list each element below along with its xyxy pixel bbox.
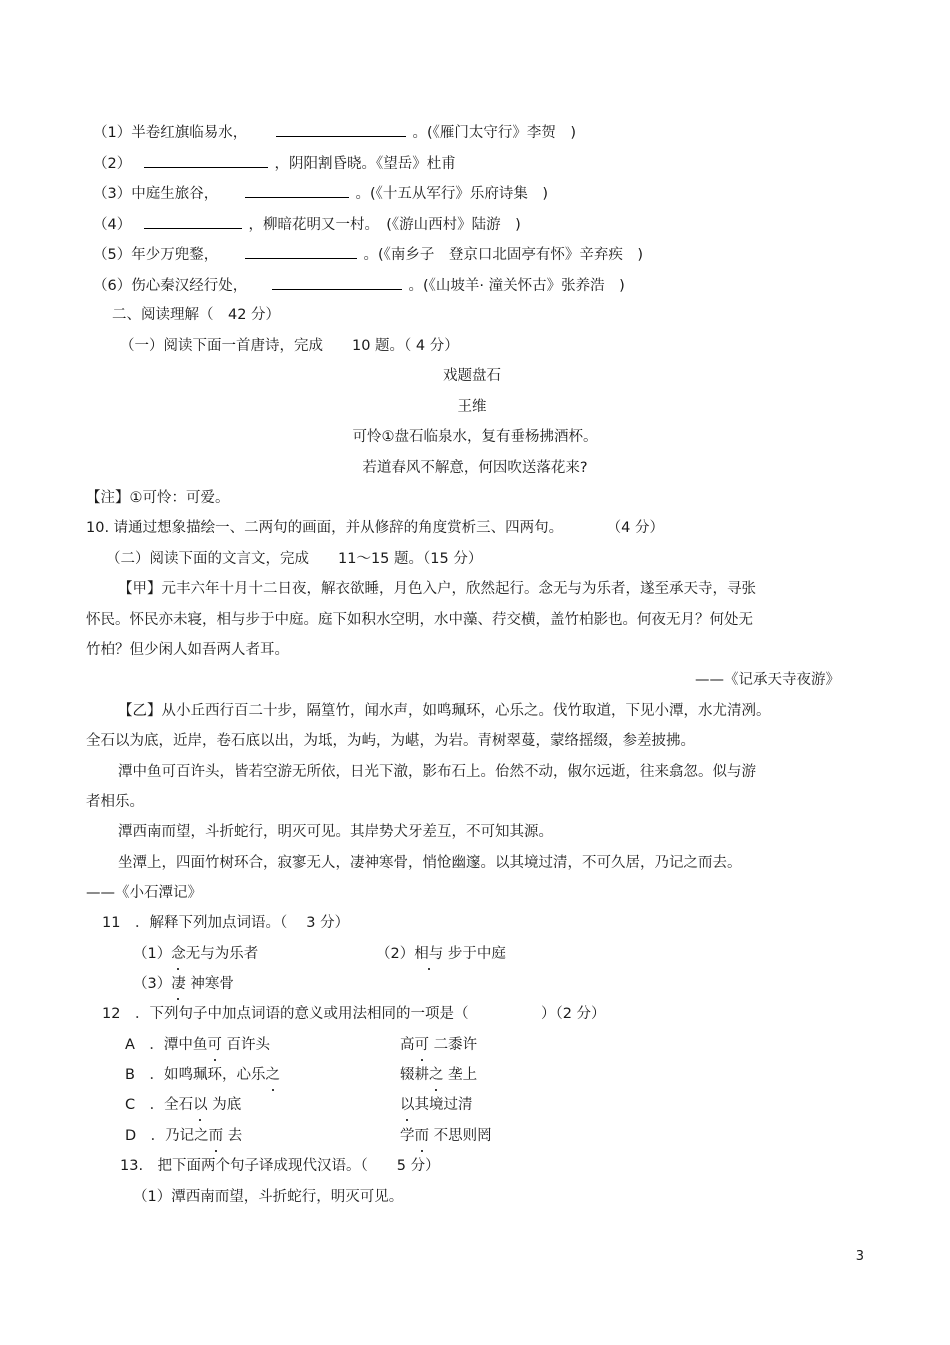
dotted-word: 而 bbox=[414, 1128, 429, 1144]
fill-source: 。(《雁门太守行》李贺 ) bbox=[412, 125, 577, 141]
item-number: （3） bbox=[133, 976, 172, 992]
item-text: 神寒骨 bbox=[185, 976, 234, 992]
question-13: 13. 把下面两个句子译成现代汉语。（ 5 分） bbox=[120, 1158, 440, 1174]
page-number: 3 bbox=[855, 1249, 864, 1264]
q12-option-a-left[interactable] bbox=[125, 1035, 270, 1055]
answer-blank[interactable] bbox=[245, 244, 357, 259]
option-text: 不思则罔 bbox=[429, 1128, 492, 1144]
fill-text: （4） bbox=[93, 217, 132, 233]
dotted-word: 之 bbox=[265, 1067, 280, 1083]
q12-option-a-right bbox=[400, 1035, 477, 1055]
fill-item-6 bbox=[93, 275, 625, 296]
question-11: 11 ．解释下列加点词语。（ 3 分） bbox=[102, 915, 350, 931]
item-text: 步于中庭 bbox=[443, 946, 506, 962]
answer-blank[interactable] bbox=[245, 183, 349, 198]
passage-source: ——《小石潭记》 bbox=[86, 885, 202, 901]
q12-option-b-left[interactable] bbox=[125, 1065, 280, 1085]
question-12: 12 ．下列句子中加点词语的意义或用法相同的一项是（ ）（2 分） bbox=[102, 1006, 606, 1022]
fill-item-3 bbox=[93, 183, 548, 204]
dotted-word: 以 bbox=[193, 1097, 208, 1113]
q11-item-1 bbox=[133, 944, 258, 964]
option-text: D ．乃记之 bbox=[125, 1128, 209, 1144]
option-text: 学 bbox=[400, 1128, 415, 1144]
fill-source: 。(《南乡子 登京口北固亭有怀》辛弃疾 ) bbox=[363, 247, 644, 263]
section-heading: 二、阅读理解（ 42 分） bbox=[112, 307, 281, 323]
item-text: 无与为乐者 bbox=[185, 946, 259, 962]
poem-line: 可怜①盘石临泉水，复有垂杨拂酒杯。 bbox=[352, 429, 598, 445]
fill-source: ，阴阳割昏晓。《望岳》杜甫 bbox=[274, 156, 456, 172]
fill-source: 。(《山坡羊· 潼关怀古》张养浩 ) bbox=[408, 278, 625, 294]
option-text: B ．如鸣珮环，心乐 bbox=[125, 1067, 266, 1083]
item-number: （2） bbox=[376, 946, 415, 962]
q12-option-c-left[interactable] bbox=[125, 1095, 241, 1115]
fill-source: 。(《十五从军行》乐府诗集 ) bbox=[355, 186, 549, 202]
option-text: 高 bbox=[400, 1037, 415, 1053]
option-text: 垄上 bbox=[443, 1067, 478, 1083]
poem-line: 若道春风不解意，何因吹送落花来? bbox=[362, 460, 588, 476]
passage-line: 【甲】元丰六年十月十二日夜，解衣欲睡，月色入户，欣然起行。念无与为乐者，遂至承天寺，寻张 bbox=[118, 581, 756, 597]
q12-option-c-right bbox=[400, 1095, 473, 1115]
poem-note: 【注】①可怜：可爱。 bbox=[86, 490, 230, 506]
q11-item-2 bbox=[376, 944, 506, 964]
answer-blank[interactable] bbox=[276, 122, 406, 137]
q12-option-d-right bbox=[400, 1126, 492, 1146]
passage-line: 怀民。怀民亦未寝，相与步于中庭。庭下如积水空明，水中藻、荇交横，盖竹柏影也。何夜无月？何处无 bbox=[86, 612, 753, 628]
dotted-word: 而 bbox=[208, 1128, 224, 1144]
fill-item-2 bbox=[93, 153, 456, 174]
option-text: A ．潭中鱼 bbox=[125, 1037, 208, 1053]
answer-blank[interactable] bbox=[144, 153, 268, 168]
poem-instruction: （一）阅读下面一首唐诗，完成 10 题。（ 4 分） bbox=[120, 338, 459, 354]
fill-item-4 bbox=[93, 214, 521, 235]
fill-source: ，柳暗花明又一村。 (《游山西村》陆游 ) bbox=[248, 217, 521, 233]
option-text: 二黍许 bbox=[429, 1037, 478, 1053]
option-text: 去 bbox=[223, 1128, 243, 1144]
dotted-word: 可 bbox=[414, 1037, 429, 1053]
option-text: 为底 bbox=[207, 1097, 242, 1113]
dotted-word: 念 bbox=[171, 946, 186, 962]
passage-line: 竹柏？但少闲人如吾两人者耳。 bbox=[86, 642, 289, 658]
answer-blank[interactable] bbox=[272, 275, 402, 290]
fill-text: （5）年少万兜鍪， bbox=[93, 247, 219, 263]
item-number: （1） bbox=[133, 946, 172, 962]
option-text: 百许头 bbox=[221, 1037, 271, 1053]
passage-line: 全石以为底，近岸，卷石底以出，为坻，为屿，为嵁，为岩。青树翠蔓，蒙络摇缀，参差披拂。 bbox=[86, 733, 695, 749]
passage-line: 者相乐。 bbox=[86, 794, 144, 810]
dotted-word: 以 bbox=[400, 1097, 415, 1113]
passage-line: 【乙】从小丘西行百二十步，隔篁竹，闻水声，如鸣珮环，心乐之。伐竹取道，下见小潭，水尤清冽。 bbox=[118, 703, 771, 719]
classical-instruction: （二）阅读下面的文言文，完成 11～15 题。（15 分） bbox=[106, 551, 483, 567]
poem-title: 戏题盘石 bbox=[443, 368, 501, 384]
q12-option-b-right bbox=[400, 1065, 477, 1085]
option-text: 辍耕 bbox=[400, 1067, 429, 1083]
fill-item-5 bbox=[93, 244, 643, 265]
fill-text: （1）半卷红旗临易水， bbox=[93, 125, 248, 141]
passage-line: 坐潭上，四面竹树环合，寂寥无人，凄神寒骨，悄怆幽邃。以其境过清，不可久居，乃记之而去。 bbox=[118, 855, 742, 871]
dotted-word: 相与 bbox=[414, 946, 444, 962]
dotted-word: 之 bbox=[429, 1067, 444, 1083]
q13-sentence-1: （1）潭西南而望，斗折蛇行，明灭可见。 bbox=[133, 1189, 404, 1205]
passage-line: 潭西南而望，斗折蛇行，明灭可见。其岸势犬牙差互，不可知其源。 bbox=[118, 824, 553, 840]
dotted-word: 可 bbox=[207, 1037, 222, 1053]
poem-author: 王维 bbox=[457, 399, 487, 415]
fill-item-1 bbox=[93, 122, 576, 143]
fill-text: （6）伤心秦汉经行处， bbox=[93, 278, 248, 294]
q12-option-d-left[interactable] bbox=[125, 1126, 242, 1146]
dotted-word: 凄 bbox=[171, 976, 186, 992]
question-10: 10. 请通过想象描绘一、二两句的画面，并从修辞的角度赏析三、四两句。 （4 分） bbox=[86, 520, 664, 536]
answer-blank[interactable] bbox=[144, 214, 242, 229]
fill-text: （2） bbox=[93, 156, 132, 172]
option-text: C ．全石 bbox=[125, 1097, 194, 1113]
passage-line: 潭中鱼可百许头，皆若空游无所依，日光下澈，影布石上。佁然不动，俶尔远逝，往来翕忽。似与游 bbox=[118, 764, 756, 780]
q11-item-3 bbox=[133, 974, 234, 994]
passage-source: ——《记承天寺夜游》 bbox=[695, 672, 840, 688]
fill-text: （3）中庭生旅谷， bbox=[93, 186, 219, 202]
option-text: 其境过清 bbox=[414, 1097, 473, 1113]
